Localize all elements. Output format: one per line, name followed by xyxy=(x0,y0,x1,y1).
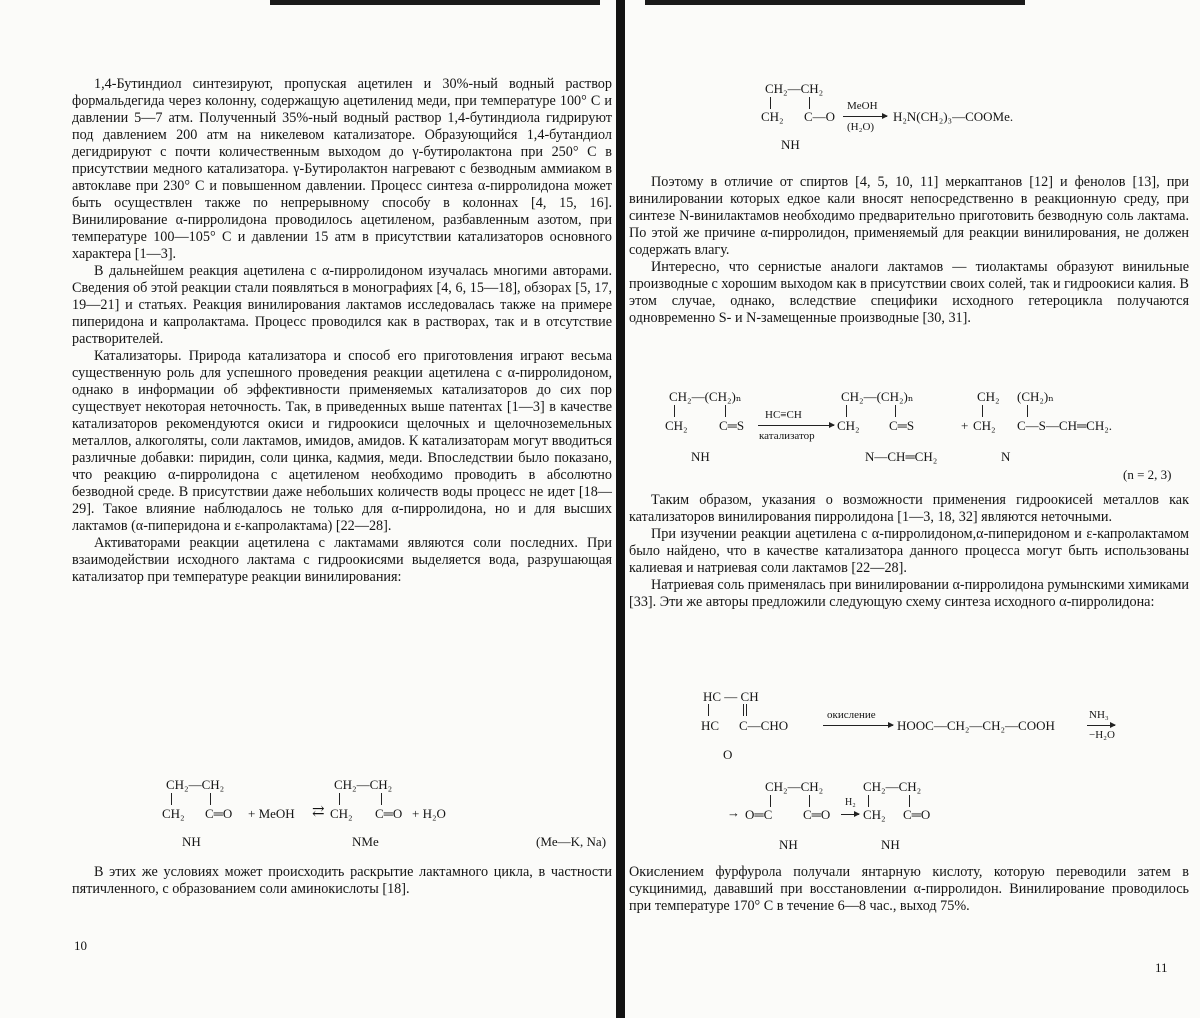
bond xyxy=(381,793,382,805)
pyrrolidone-co: C═O xyxy=(903,807,931,822)
equation-furfural-scheme xyxy=(697,690,1177,855)
eq1-product-top: CH₂—CH₂ xyxy=(334,777,393,792)
eq1-product-ch2: CH₂ xyxy=(330,806,353,821)
succinimide-right: C═O xyxy=(803,807,831,822)
minus-water-label: −H₂O xyxy=(1089,729,1115,741)
eq-thio-reactant-ch2: CH₂ xyxy=(665,418,688,433)
right-text-block-b xyxy=(629,492,1189,611)
eq1-reactant-top: CH₂—CH₂ xyxy=(166,777,225,792)
reaction-arrow xyxy=(843,116,887,117)
right-paragraph-5: Натриевая соль применялась при винилировании α-пирролидона румынскими химиками [33]. Эти же авторы предложили следующую схему синтеза исходного α-пирролидона: xyxy=(629,577,1189,610)
reaction-arrow xyxy=(758,425,834,426)
eq-thio-reactant-nh: NH xyxy=(691,449,710,464)
eq-thio-reagent: HC≡CH xyxy=(765,409,802,421)
bond xyxy=(171,793,172,805)
right-paragraph-6: Окислением фурфурола получали янтарную кислоту, которую переводили затем в сукцинимид, дававший при восстановлении α-пирролидон. Винилирование проводилось при температуре 170° С в течение 6—8 час., выход 75%. xyxy=(629,864,1189,914)
ammonia-label: NH₃ xyxy=(1089,709,1109,721)
right-text-block-c xyxy=(629,864,1189,915)
oxidation-label: окисление xyxy=(827,709,876,721)
right-page xyxy=(625,0,1200,1018)
eq1-plus-meoh: + MeOH xyxy=(248,806,295,821)
left-text-after-equation xyxy=(72,864,612,898)
reaction-arrow xyxy=(823,725,893,726)
bond xyxy=(809,97,810,109)
bond xyxy=(809,795,810,807)
eq-thio-p2-n: N xyxy=(1001,449,1011,464)
pyrrolidone-nh: NH xyxy=(881,837,900,852)
left-paragraph-1: 1,4-Бутиндиол синтезируют, пропуская ацетилен и 30%-ный водный раствор формальдегида через колонну, содержащую ацетиленид меди, при температуре 100° С и давлении 5—7 атм. Полученный 35%-ный водный раствор 1,4-бутиндиола гидрируют под давлением 200 атм на никелевом катализаторе. Образующийся 1,4-бутандиол дегидрируют с почти количественным выходом до γ-бутиролактона при 250° С в присутствии медного катализатора. γ-Бутиролактон нагревают с безводным аммиаком в автоклаве при 230° С и повышенном давлении. Процесс синтеза α-пирролидона может быть осуществлен также по непрерывному способу в колоннах [4, 15, 16]. Винилирование α-пирролидона проводилось ацетиленом, разбавленным азотом, при температуре 100—105° С и давлении 15 атм в присутствии катализаторов основного характера [1—3]. xyxy=(72,76,612,262)
eq-thio-plus: + xyxy=(961,418,969,433)
eq-thio-reactant-top: CH₂—(CH₂)ₙ xyxy=(669,389,742,404)
eq-thio-p1-cs: C═S xyxy=(889,418,915,433)
bond xyxy=(725,405,726,417)
scheme-arrow: → xyxy=(727,805,740,820)
succinimide-left: O═C xyxy=(745,807,773,822)
eq-top-co: C—O xyxy=(804,109,836,124)
scan-top-edge xyxy=(270,0,600,5)
eq-thio-p2-ch2: CH₂ xyxy=(973,418,996,433)
eq1-reactant-co: C═O xyxy=(205,806,233,821)
eq-top-ch2: CH₂ xyxy=(761,109,784,124)
eq-top-ring-top: CH₂—CH₂ xyxy=(765,81,824,96)
eq-thio-p1-top: CH₂—(CH₂)ₙ xyxy=(841,389,914,404)
eq1-product-nme: NMe xyxy=(352,834,379,849)
bond xyxy=(909,795,910,807)
left-paragraph-5: В этих же условиях может происходить раскрытие лактамного цикла, в частности пятичленного, с образованием соли аминокислоты [18]. xyxy=(72,864,612,897)
reaction-arrow xyxy=(1087,725,1115,726)
equation-thiolactam xyxy=(655,390,1195,485)
furan-o: O xyxy=(723,747,733,762)
right-text-block-a xyxy=(629,174,1189,327)
pyrrolidone-top: CH₂—CH₂ xyxy=(863,779,922,794)
eq-thio-p2-side: C—S—CH═CH₂. xyxy=(1017,418,1113,433)
eq-top-nh: NH xyxy=(781,137,800,152)
pyrrolidone-ch2: CH₂ xyxy=(863,807,886,822)
eq1-reactant-ch2: CH₂ xyxy=(162,806,185,821)
reaction-arrow xyxy=(841,814,859,815)
eq-top-product: H₂N(CH₂)₃—COOMe. xyxy=(893,109,1014,124)
eq1-plus-h2o: + H₂O xyxy=(412,806,446,821)
succinic-acid: HOOC—CH₂—CH₂—COOH xyxy=(897,718,1055,733)
bond xyxy=(674,405,675,417)
hydrogen-label: H₂ xyxy=(845,797,856,808)
right-paragraph-2: Интересно, что сернистые аналоги лактамов — тиолактамы образуют винильные производные с хорошим выходом как в присутствии своих солей, так и гидроокиси калия. В этом случае, однако, вследствие специфики исходного гетероцикла получаются одновременно S- и N-замещенные производные [30, 31]. xyxy=(629,259,1189,326)
eq-top-reagent: MeOH xyxy=(847,100,878,112)
bond xyxy=(339,793,340,805)
succinimide-nh: NH xyxy=(779,837,798,852)
left-paragraph-2: В дальнейшем реакция ацетилена с α-пирролидоном изучалась многими авторами. Сведения об этой реакции стали появляться в монографиях [4, 6, 15—18], обзорах [5, 17, 19—21] и статьях. Реакция винилирования лактамов исследовалась также на примере пиперидона и капролактама. Процесс проводился как в растворах, так и в отсутствие растворителей. xyxy=(72,263,612,347)
eq1-product-co: C═O xyxy=(375,806,403,821)
bond xyxy=(868,795,869,807)
eq1-reactant-nh: NH xyxy=(182,834,201,849)
bond xyxy=(846,405,847,417)
equation-ring-opening xyxy=(759,82,1179,157)
right-paragraph-4: При изучении реакции ацетилена с α-пирролидоном,α-пиперидоном и ε-капролактамом было найдено, что в качестве катализатора данного процесса могут быть использованы калиевая и натриевая соли лактамов [22—28]. xyxy=(629,526,1189,576)
bond xyxy=(210,793,211,805)
scan-top-edge xyxy=(645,0,1025,5)
eq-thio-p2-top-a: CH₂ xyxy=(977,389,1000,404)
bond xyxy=(1027,405,1028,417)
succinimide-top: CH₂—CH₂ xyxy=(765,779,824,794)
eq-thio-p1-ch2: CH₂ xyxy=(837,418,860,433)
right-paragraph-3: Таким образом, указания о возможности применения гидроокисей металлов как катализаторов винилирования пирролидона [1—3, 18, 32] являются неточными. xyxy=(629,492,1189,525)
furan-hc: HC xyxy=(701,718,720,733)
page-number-left: 10 xyxy=(74,938,87,953)
bond xyxy=(746,704,747,716)
left-paragraph-3: Катализаторы. Природа катализатора и способ его приготовления играют весьма существенную роль для успешного проведения реакции ацетилена с α-пирролидоном, однако в информации об эффективности применяемых катализаторов до сих пор существует некоторая неточность. Так, в приведенных выше патентах [1—3] в качестве катализаторов рекомендуются окиси и гидроокиси щелочных и щелочноземельных металлов, алкоголяты, соли лактамов, имидов, амидов. К катализаторам могут вводиться различные добавки: пиридин, соли цинка, кадмия, меди. Впоследствии было показано, что реакцию α-пирролидона с ацетиленом необходимо проводить в абсолютно безводной среде. В присутствии даже небольших количеств воды процесс не идет [18—29]. Такое влияние наблюдалось не только для α-пирролидона, но и для высших лактамов (α-пиперидона и ε-капролактама) [22—28]. xyxy=(72,348,612,534)
bond xyxy=(982,405,983,417)
furan-c: C—CHO xyxy=(739,718,789,733)
eq-thio-p2-top-b: (CH₂)ₙ xyxy=(1017,389,1054,404)
bond xyxy=(708,704,709,716)
bond xyxy=(895,405,896,417)
equation-lactam-salt xyxy=(160,778,618,858)
eq1-equilibrium: ⇄ xyxy=(312,804,325,820)
eq1-condition: (Me—K, Na) xyxy=(536,834,607,849)
right-paragraph-1: Поэтому в отличие от спиртов [4, 5, 10, 11] меркаптанов [12] и фенолов [13], при винилировании которых едкое кали вносят непосредственно в реакционную среду, при синтезе N-винилактамов необходимо предварительно приготовить безводную соль лактама. По этой же причине α-пирролидон, применяемый для реакции винилирования, не должен содержать влагу. xyxy=(629,174,1189,258)
left-paragraph-4: Активаторами реакции ацетилена с лактамами являются соли последних. При взаимодействии исходного лактама с гидроокисями выделяется вода, разрушающая катализатор при температуре реакции винилирования: xyxy=(72,535,612,585)
eq-thio-note: (n = 2, 3) xyxy=(1123,467,1172,482)
eq-top-condition: (H₂O) xyxy=(847,121,875,133)
eq-thio-catalyst: катализатор xyxy=(759,430,815,442)
furan-top: HC — CH xyxy=(703,689,759,704)
eq-thio-p1-n: N—CH═CH₂ xyxy=(865,449,938,464)
eq-thio-reactant-cs: C═S xyxy=(719,418,745,433)
bond xyxy=(770,795,771,807)
left-text-block xyxy=(72,76,612,586)
bond xyxy=(770,97,771,109)
page-number-right: 11 xyxy=(1155,960,1168,975)
bond xyxy=(743,704,744,716)
